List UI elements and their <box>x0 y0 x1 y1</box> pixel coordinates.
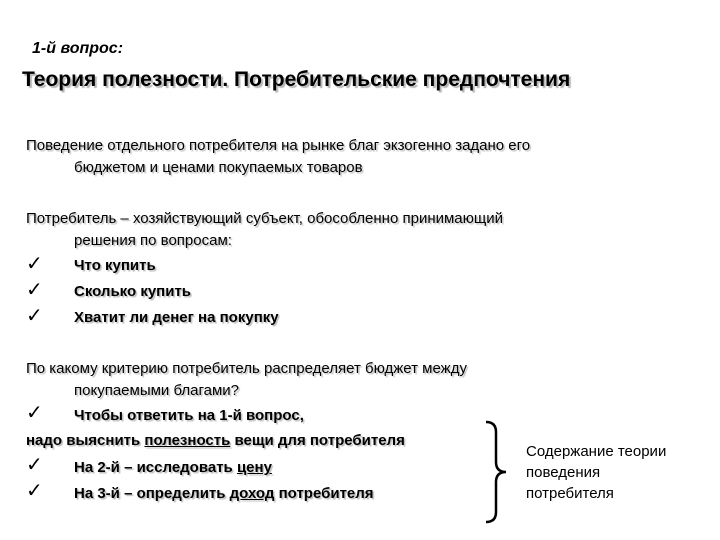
right-brace-icon <box>482 420 512 524</box>
item3-post: потребителя <box>274 485 374 502</box>
note-line1: Содержание теории <box>526 443 667 460</box>
keyword-utility: полезность <box>144 432 231 449</box>
note-line3: потребителя <box>526 485 614 502</box>
check-icon: ✓ <box>26 402 43 424</box>
check-icon: ✓ <box>26 454 43 476</box>
slide-title: Теория полезности. Потребительские предпочтения <box>22 68 571 91</box>
para1-line1: Поведение отдельного потребителя на рынке благ экзогенно задано его <box>26 137 531 154</box>
list-item <box>74 457 272 479</box>
para1-line2: бюджетом и ценами покупаемых товаров <box>74 159 363 176</box>
para3-line1: По какому критерию потребитель распределяет бюджет между <box>26 360 467 377</box>
item2-pre: На 2-й – исследовать <box>74 459 237 476</box>
check-icon: ✓ <box>26 480 43 502</box>
note-line2: поведения <box>526 464 601 481</box>
list-item <box>74 483 374 505</box>
list-item: Чтобы ответить на 1-й вопрос, <box>74 407 304 424</box>
list-item: Сколько купить <box>74 283 192 300</box>
para3-line3-pre: надо выяснить <box>26 432 145 449</box>
check-icon: ✓ <box>26 279 43 301</box>
slide-subtitle: 1-й вопрос: <box>32 40 124 57</box>
keyword-income: доход <box>229 485 275 502</box>
para3-line2: покупаемыми благами? <box>74 382 239 399</box>
check-icon: ✓ <box>26 253 43 275</box>
keyword-price: цену <box>236 459 272 476</box>
para3-line3 <box>26 430 405 452</box>
para3-line3-post: вещи для потребителя <box>230 432 405 449</box>
check-icon: ✓ <box>26 305 43 327</box>
list-item: Хватит ли денег на покупку <box>74 309 279 326</box>
list-item: Что купить <box>74 257 156 274</box>
para2-line2: решения по вопросам: <box>74 232 232 249</box>
item3-pre: На 3-й – определить <box>74 485 230 502</box>
para2-line1: Потребитель – хозяйствующий субъект, обособленно принимающий <box>26 210 503 227</box>
